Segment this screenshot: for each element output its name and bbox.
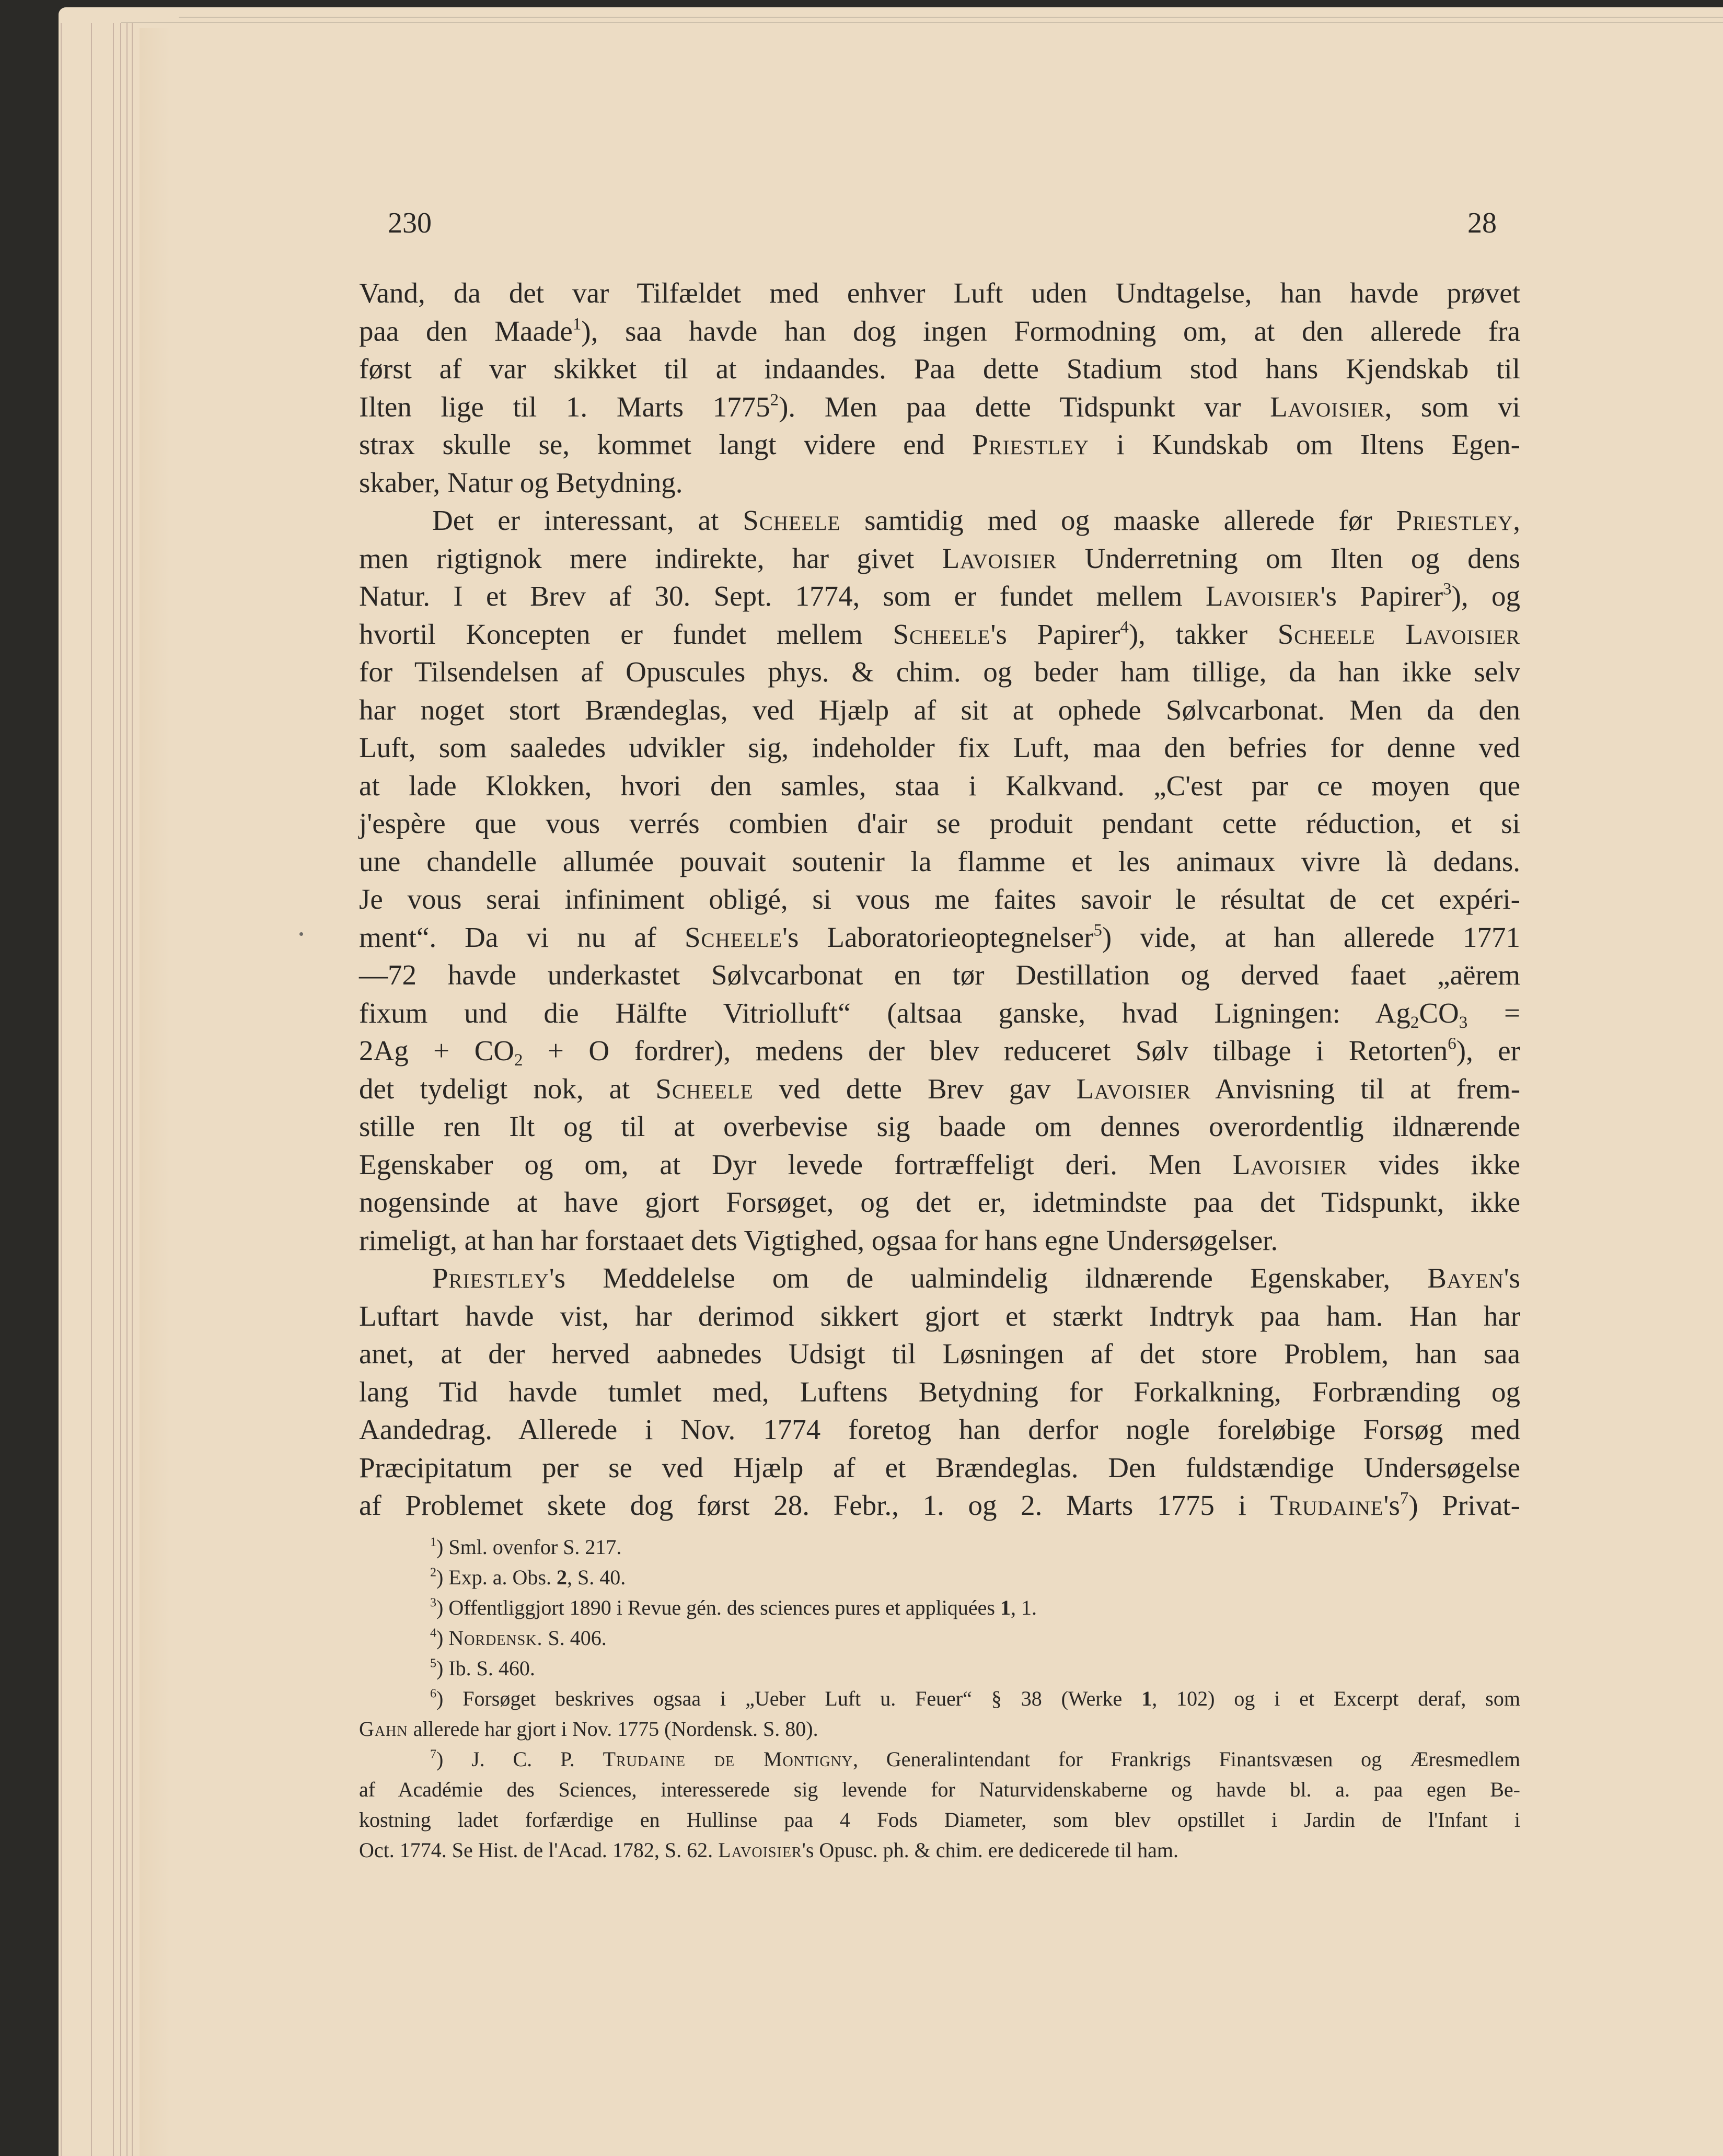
page-edge [61, 23, 62, 2156]
text-run: 's [1504, 1262, 1520, 1294]
text-run: for Tilsendelsen af Opuscules phys. & chim. og beder ham tillige, da han ikke selv [359, 656, 1520, 688]
small-caps-name: Trudaine [1270, 1489, 1384, 1521]
text-run: , Generalintendant for Frankrigs Finantsvæsen og Æresmedlem [853, 1747, 1520, 1771]
text-line [359, 1411, 1520, 1449]
text-run: Det er interessant, at [432, 504, 743, 536]
text-run: ) Ib. S. 460. [436, 1656, 535, 1680]
text-run: 's Laboratorieoptegnelser [782, 921, 1094, 953]
text-run: ) [436, 1626, 449, 1650]
text-run: S. 406. [542, 1626, 607, 1650]
page-edge [179, 17, 1723, 18]
page-number-right: 28 [1467, 207, 1497, 239]
ink-spot [299, 932, 303, 936]
small-caps-name: Lavoisier [1205, 580, 1321, 612]
text-run: ) Forsøget beskrives ogsaa i „Ueber Luft u. Feuer“ § 38 (Werke [436, 1687, 1142, 1710]
page-edge [91, 23, 92, 2156]
small-caps-name: Lavoisier [1232, 1148, 1348, 1180]
footnote-ref: 6 [1448, 1034, 1456, 1053]
page-edge [113, 23, 114, 2156]
subscript: 2 [1410, 1013, 1419, 1032]
text-run: det tydeligt nok, at [359, 1072, 656, 1105]
text-run: CO [1419, 996, 1459, 1029]
text-line [359, 1373, 1520, 1411]
text-run: lang Tid havde tumlet med, Luftens Betydning for Forkalkning, Forbrænding og [359, 1375, 1520, 1408]
footnote-ref: 2 [770, 390, 779, 410]
text-run: at lade Klokken, hvori den samles, staa i Kalkvand. „C'est par ce moyen que [359, 769, 1520, 802]
text-run: rimeligt, at han har forstaaet dets Vigtighed, ogsaa for hans egne Undersøgelser. [359, 1224, 1278, 1256]
text-line [359, 388, 1520, 426]
page-edge [132, 23, 133, 2156]
text-run: af Problemet skete dog først 28. Febr., 1. og 2. Marts 1775 i [359, 1489, 1270, 1521]
text-line [359, 994, 1520, 1033]
text-run: har noget stort Brændeglas, ved Hjælp af sit at ophede Sølvcarbonat. Men da den [359, 693, 1520, 726]
text-run: Ilten lige til 1. Marts 1775 [359, 390, 770, 423]
small-caps-name: Priestley [1396, 504, 1513, 536]
text-run: Oct. 1774. Se Hist. de l'Acad. 1782, S. 62. [359, 1838, 719, 1862]
small-caps-name: Scheele [1277, 618, 1375, 650]
text-line [359, 1184, 1520, 1222]
subscript: 2 [514, 1050, 523, 1070]
text-run: Je vous serai infiniment obligé, si vous me faites savoir le résultat de cet expéri- [359, 883, 1520, 915]
text-run: skaber, Natur og Betydning. [359, 466, 683, 499]
text-run: ) Privat- [1408, 1489, 1520, 1521]
text-run: 's Opusc. ph. & chim. ere dedicerede til ham. [802, 1838, 1178, 1862]
text-line [359, 1070, 1520, 1108]
footnote-line [359, 1835, 1520, 1865]
text-run: + O fordrer), medens der blev reduceret Sølv tilbage i Retorten [523, 1035, 1448, 1067]
text-run: Egenskaber og om, at Dyr levede fortræffeligt deri. Men [359, 1148, 1233, 1180]
text-line [359, 1146, 1520, 1184]
text-run: ) Offentliggjort 1890 i Revue gén. des sciences pures et appliquées [436, 1596, 1000, 1619]
footnote-line [359, 1623, 1520, 1653]
small-caps-name: Lavoisier [942, 542, 1057, 574]
text-line [359, 729, 1520, 767]
text-run: Underretning om Ilten og dens [1057, 542, 1520, 574]
small-caps-name: Priestley [972, 428, 1089, 460]
text-run: hvortil Koncepten er fundet mellem [359, 618, 893, 650]
footnote-ref: 2 [430, 1566, 436, 1580]
text-run: ) vide, at han allerede 1771 [1102, 921, 1520, 953]
text-run: , som vi [1384, 390, 1521, 423]
footnote-ref: 5 [1093, 921, 1102, 940]
text-run: i Kundskab om Iltens Egen- [1089, 428, 1520, 460]
footnote-line [359, 1744, 1520, 1775]
text-run: une chandelle allumée pouvait soutenir la flamme et les animaux vivre là dedans. [359, 845, 1520, 877]
small-caps-name: Bayen [1427, 1262, 1504, 1294]
footnote-line [359, 1714, 1520, 1744]
text-line [359, 919, 1520, 957]
body-text [359, 274, 1520, 1525]
text-run: ) Exp. a. Obs. [436, 1566, 557, 1589]
footnote-ref: 7 [430, 1747, 436, 1761]
page-edge [121, 22, 1723, 23]
small-caps-name: Gahn [359, 1717, 408, 1741]
text-run: , 102) og i et Excerpt deraf, som [1152, 1687, 1520, 1710]
footnotes [359, 1532, 1520, 1865]
text-line [359, 1222, 1520, 1260]
text-line [359, 1032, 1520, 1070]
footnote-ref: 7 [1400, 1489, 1409, 1508]
text-line [359, 1259, 1520, 1297]
text-line [359, 502, 1520, 540]
footnote-ref: 1 [572, 315, 582, 334]
text-run: = [1467, 996, 1521, 1029]
text-run: ). Men paa dette Tidspunkt var [779, 390, 1270, 423]
text-run: 's [1383, 1489, 1400, 1521]
text-run [1375, 618, 1406, 650]
text-run: Anvisning til at frem- [1190, 1072, 1521, 1105]
text-run: Præcipitatum per se ved Hjælp af et Brændeglas. Den fuldstændige Undersøgelse [359, 1451, 1520, 1483]
text-line [359, 1335, 1520, 1373]
footnote-line [359, 1562, 1520, 1593]
footnote-line [359, 1805, 1520, 1835]
footnote-line [359, 1775, 1520, 1805]
footnote-ref: 4 [430, 1626, 436, 1640]
text-line [359, 540, 1520, 578]
text-run: vides ikke [1347, 1148, 1520, 1180]
text-line [359, 350, 1520, 388]
text-run: ), og [1451, 580, 1520, 612]
footnote-line [359, 1532, 1520, 1562]
text-line [359, 880, 1520, 919]
text-run: Luftart havde vist, har derimod sikkert gjort et stærkt Indtryk paa ham. Han har [359, 1300, 1520, 1332]
text-run: kostning ladet forfærdige en Hullinse paa 4 Fods Diameter, som blev opstillet i Jardin de l'Infant i [359, 1808, 1520, 1832]
small-caps-name: Trudaine de Montigny [603, 1747, 853, 1771]
text-line [359, 1108, 1520, 1146]
footnote-line [359, 1653, 1520, 1684]
text-run: 's Papirer [1320, 580, 1443, 612]
volume-number: 2 [556, 1566, 567, 1589]
small-caps-name: Scheele [893, 618, 991, 650]
small-caps-name: Lavoisier [718, 1838, 802, 1862]
text-run: nogensinde at have gjort Forsøget, og det er, idetmindste paa det Tidspunkt, ikke [359, 1186, 1520, 1218]
text-run: 's Meddelelse om de ualmindelig ildnærende Egenskaber, [549, 1262, 1428, 1294]
small-caps-name: Nordensk. [448, 1626, 543, 1650]
text-run: paa den Maade [359, 315, 573, 347]
footnote-ref: 5 [430, 1656, 436, 1671]
page-edge [120, 23, 121, 2156]
text-line [359, 274, 1520, 312]
footnote-ref: 3 [1443, 579, 1452, 599]
text-run: samtidig med og maaske allerede før [840, 504, 1396, 536]
text-run: ment“. Da vi nu af [359, 921, 685, 953]
text-line [359, 1297, 1520, 1336]
text-run: stille ren Ilt og til at overbevise sig baade om dennes overordentlig ildnærende [359, 1110, 1520, 1142]
text-line [359, 653, 1520, 691]
text-run: ), saa havde han dog ingen Formodning om, at den allerede fra [581, 315, 1520, 347]
text-run: Natur. I et Brev af 30. Sept. 1774, som er fundet mellem [359, 580, 1206, 612]
small-caps-name: Lavoisier [1270, 390, 1385, 423]
text-line [359, 616, 1520, 654]
page-edge [126, 23, 128, 2156]
subscript: 3 [1459, 1013, 1468, 1032]
text-line [359, 767, 1520, 805]
volume-number: 1 [1000, 1596, 1011, 1619]
text-run: anet, at der herved aabnedes Udsigt til Løsningen af det store Problem, han saa [359, 1338, 1520, 1370]
text-run: ), er [1456, 1035, 1520, 1067]
text-line [359, 312, 1520, 351]
text-run: men rigtignok mere indirekte, har givet [359, 542, 942, 574]
small-caps-name: Scheele [684, 921, 783, 953]
text-run: ) J. C. P. [436, 1747, 603, 1771]
text-run: j'espère que vous verrés combien d'air se produit pendant cette réduction, et si [359, 807, 1520, 839]
text-line [359, 805, 1520, 843]
text-run: Vand, da det var Tilfældet med enhver Luft uden Undtagelse, han havde prøvet [359, 277, 1520, 309]
text-run: af Académie des Sciences, interesserede sig levende for Naturvidenskaberne og havde bl. a. paa egen Be- [359, 1778, 1520, 1801]
text-run: først af var skikket til at indaandes. Paa dette Stadium stod hans Kjendskab til [359, 353, 1520, 385]
footnote-line [359, 1684, 1520, 1714]
text-run: ) Sml. ovenfor S. 217. [436, 1535, 622, 1559]
text-line [359, 426, 1520, 464]
volume-number: 1 [1141, 1687, 1152, 1710]
text-run: 2Ag + CO [359, 1035, 514, 1067]
small-caps-name: Lavoisier [1405, 618, 1521, 650]
text-line [359, 1487, 1520, 1525]
page-number-left: 230 [388, 207, 432, 239]
text-run: —72 havde underkastet Sølvcarbonat en tør Destillation og derved faaet „aërem [359, 959, 1520, 991]
text-run: , S. 40. [566, 1566, 626, 1589]
text-line [359, 691, 1520, 729]
text-run: 's Papirer [990, 618, 1120, 650]
small-caps-name: Scheele [655, 1072, 754, 1105]
text-run: ved dette Brev gav [753, 1072, 1077, 1105]
small-caps-name: Scheele [743, 504, 841, 536]
text-run: allerede har gjort i Nov. 1775 (Nordensk. S. 80). [408, 1717, 818, 1741]
text-run: strax skulle se, kommet langt videre end [359, 428, 973, 460]
text-run: , [1513, 504, 1520, 536]
text-line [359, 956, 1520, 994]
small-caps-name: Priestley [432, 1262, 549, 1294]
text-run: ), takker [1128, 618, 1278, 650]
text-run: fixum und die Hälfte Vitriolluft“ (altsaa ganske, hvad Ligningen: Ag [359, 996, 1410, 1029]
text-run: Luft, som saaledes udvikler sig, indeholder fix Luft, maa den befries for denne ved [359, 732, 1520, 763]
text-line [359, 843, 1520, 881]
small-caps-name: Lavoisier [1076, 1072, 1191, 1105]
footnote-ref: 3 [430, 1596, 436, 1610]
footnote-ref: 6 [430, 1687, 436, 1701]
text-line [359, 577, 1520, 616]
text-run: Aandedrag. Allerede i Nov. 1774 foretog han derfor nogle foreløbige Forsøg med [359, 1413, 1520, 1445]
text-line [359, 1449, 1520, 1487]
footnote-ref: 1 [430, 1535, 436, 1549]
footnote-ref: 4 [1120, 618, 1129, 637]
text-run: , 1. [1010, 1596, 1037, 1619]
text-line [359, 464, 1520, 502]
footnote-line [359, 1593, 1520, 1623]
